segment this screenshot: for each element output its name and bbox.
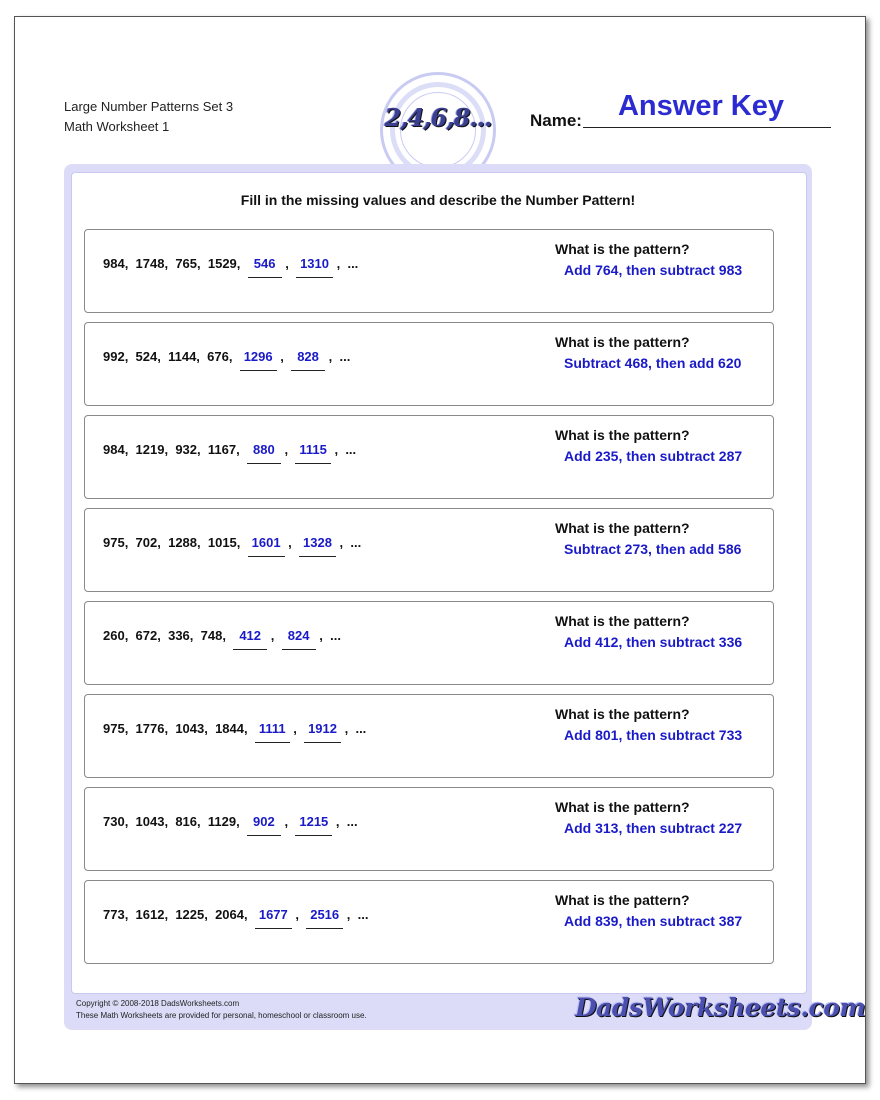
- sequence-number: 773: [103, 907, 125, 922]
- sequence-ellipsis: ...: [330, 628, 341, 643]
- sequence-number: 975: [103, 535, 125, 550]
- worksheet-title: [64, 97, 233, 137]
- pattern-question: What is the pattern?: [555, 799, 690, 815]
- sequence-number: 336: [168, 628, 190, 643]
- sequence-number: 1129: [207, 814, 237, 829]
- sequence-ellipsis: ...: [350, 535, 362, 550]
- number-sequence: 730, 1043, 816, 1129, 902 , 1215 , ...: [103, 814, 358, 836]
- pattern-question: What is the pattern?: [555, 892, 690, 908]
- sequence-number: 1167: [207, 442, 237, 457]
- pattern-answer: Add 839, then subtract 387: [564, 913, 743, 929]
- pattern-question: What is the pattern?: [555, 334, 690, 350]
- number-sequence: 984, 1219, 932, 1167, 880 , 1115 , ...: [103, 442, 356, 464]
- answer-blank[interactable]: 1677: [255, 907, 292, 929]
- answer-blank[interactable]: 1310: [296, 256, 333, 278]
- pattern-question: What is the pattern?: [555, 706, 690, 722]
- title-line-1: Large Number Patterns Set 3: [64, 99, 234, 114]
- pattern-answer: Add 412, then subtract 336: [564, 634, 743, 650]
- sequence-number: 672: [135, 628, 158, 643]
- problem-box: [84, 322, 774, 406]
- answer-blank[interactable]: 1111: [255, 721, 290, 743]
- title-line-2: Math Worksheet 1: [64, 119, 170, 134]
- answer-blank[interactable]: 1601: [248, 535, 285, 557]
- brand-logo: DadsWorksheets.com: [575, 993, 866, 1022]
- answer-blank[interactable]: 1328: [299, 535, 336, 557]
- answer-blank[interactable]: 880: [247, 442, 281, 464]
- usage-notice: These Math Worksheets are provided for personal, homeschool or classroom use.: [76, 1011, 367, 1020]
- problem-box: [84, 880, 774, 964]
- pattern-question: What is the pattern?: [555, 427, 690, 443]
- problem-box: [84, 229, 774, 313]
- pattern-answer: Add 235, then subtract 287: [564, 448, 743, 464]
- name-label: Name:: [530, 111, 582, 130]
- sequence-number: 2064: [215, 907, 244, 922]
- problem-box: [84, 694, 774, 778]
- sequence-number: 748: [200, 628, 223, 643]
- sequence-number: 730: [103, 814, 125, 829]
- name-line: [583, 127, 831, 128]
- sequence-ellipsis: ...: [339, 349, 351, 364]
- sequence-number: 816: [175, 814, 198, 829]
- sequence-number: 1612: [135, 907, 165, 922]
- copyright-text: Copyright © 2008-2018 DadsWorksheets.com: [76, 999, 240, 1008]
- number-sequence: 975, 1776, 1043, 1844, 1111 , 1912 , ...: [103, 721, 366, 743]
- pattern-question: What is the pattern?: [555, 520, 690, 536]
- sequence-number: 1288: [168, 535, 198, 550]
- problem-box: [84, 787, 774, 871]
- sequence-number: 260: [103, 628, 125, 643]
- answer-blank[interactable]: 1215: [295, 814, 332, 836]
- pattern-question: What is the pattern?: [555, 613, 690, 629]
- sequence-ellipsis: ...: [355, 721, 367, 736]
- sequence-number: 1043: [175, 721, 205, 736]
- sequence-number: 1776: [135, 721, 165, 736]
- answer-blank[interactable]: 828: [291, 349, 325, 371]
- answer-key-text: Answer Key: [617, 90, 784, 122]
- sequence-ellipsis: ...: [346, 814, 358, 829]
- pattern-answer: Subtract 273, then add 586: [564, 541, 742, 557]
- problem-box: [84, 601, 774, 685]
- sequence-number: 1748: [135, 256, 165, 271]
- number-sequence: 992, 524, 1144, 676, 1296 , 828 , ...: [103, 349, 350, 371]
- answer-blank[interactable]: 1296: [240, 349, 277, 371]
- sequence-number: 975: [103, 721, 125, 736]
- answer-blank[interactable]: 902: [247, 814, 281, 836]
- number-sequence: 984, 1748, 765, 1529, 546 , 1310 , ...: [103, 256, 358, 278]
- sequence-number: 702: [135, 535, 158, 550]
- number-sequence: 773, 1612, 1225, 2064, 1677 , 2516 , ...: [103, 907, 368, 929]
- sequence-number: 676: [207, 349, 229, 364]
- footer-copyright: [76, 998, 367, 1022]
- sequence-number: 984: [103, 256, 125, 271]
- answer-blank[interactable]: 412: [233, 628, 267, 650]
- sequence-number: 524: [135, 349, 158, 364]
- sequence-number: 992: [103, 349, 125, 364]
- instructions: Fill in the missing values and describe the Number Pattern!: [240, 192, 636, 208]
- answer-blank[interactable]: 1115: [295, 442, 331, 464]
- sequence-ellipsis: ...: [345, 442, 357, 457]
- sequence-number: 932: [175, 442, 198, 457]
- logo-text: 2,4,6,8...: [384, 103, 492, 132]
- pattern-answer: Add 764, then subtract 983: [564, 262, 743, 278]
- pattern-answer: Add 801, then subtract 733: [564, 727, 743, 743]
- answer-blank[interactable]: 1912: [304, 721, 341, 743]
- answer-blank[interactable]: 2516: [306, 907, 343, 929]
- sequence-number: 765: [175, 256, 198, 271]
- sequence-number: 1043: [135, 814, 165, 829]
- sequence-number: 1015: [207, 535, 237, 550]
- sequence-ellipsis: ...: [347, 256, 359, 271]
- sequence-number: 1225: [175, 907, 205, 922]
- pattern-answer: Subtract 468, then add 620: [564, 355, 742, 371]
- sequence-ellipsis: ...: [357, 907, 369, 922]
- problem-box: [84, 508, 774, 592]
- sequence-number: 1219: [135, 442, 165, 457]
- sequence-number: 984: [103, 442, 125, 457]
- number-sequence: 975, 702, 1288, 1015, 1601 , 1328 , ...: [103, 535, 361, 557]
- problem-box: [84, 415, 774, 499]
- answer-blank[interactable]: 546: [248, 256, 282, 278]
- sequence-number: 1529: [207, 256, 237, 271]
- number-sequence: 260, 672, 336, 748, 412 , 824 , ...: [103, 628, 341, 650]
- answer-blank[interactable]: 824: [282, 628, 316, 650]
- pattern-answer: Add 313, then subtract 227: [564, 820, 743, 836]
- pattern-question: What is the pattern?: [555, 241, 690, 257]
- sequence-number: 1144: [168, 349, 197, 364]
- sequence-number: 1844: [215, 721, 244, 736]
